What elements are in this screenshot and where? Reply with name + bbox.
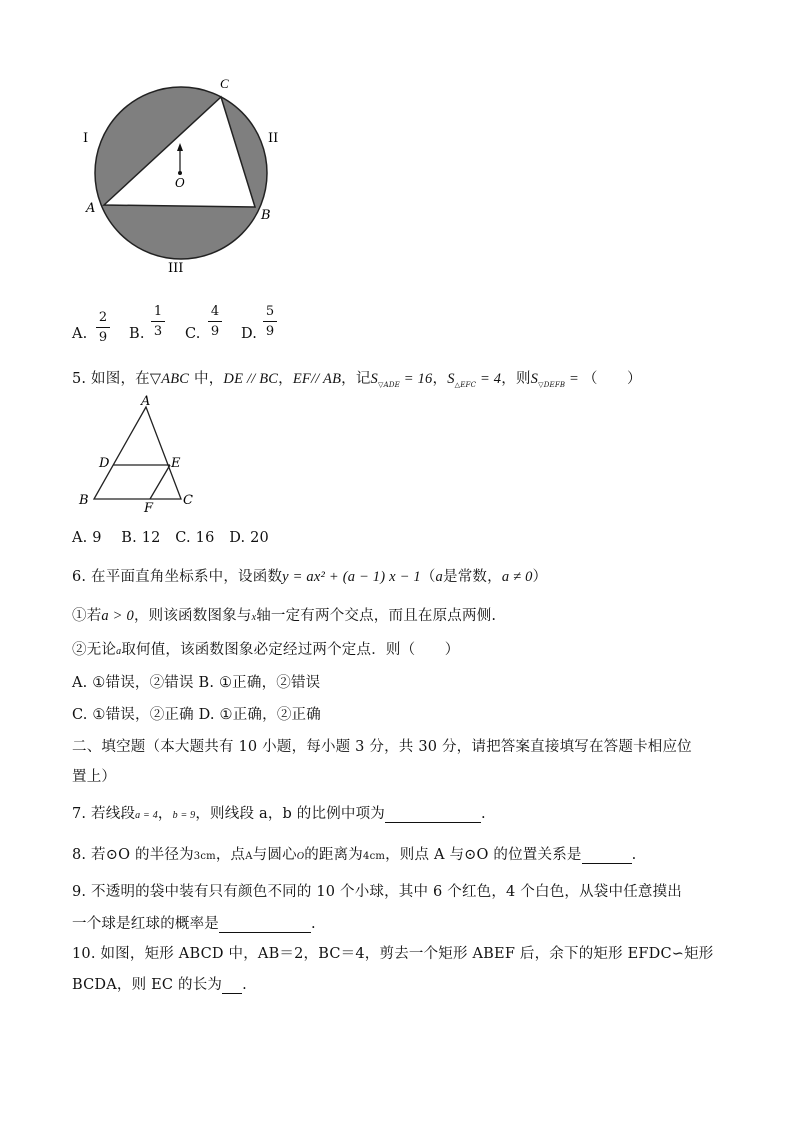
q10-text: BCDA，则 EC 的长为	[72, 977, 223, 993]
denominator: 9	[98, 330, 108, 345]
q7-period: .	[481, 806, 486, 822]
q10-period: .	[242, 977, 247, 993]
q4-option-b-fraction	[151, 304, 165, 339]
q4-option-b-letter: B.	[129, 326, 145, 342]
q4-option-c-letter: C.	[185, 326, 201, 342]
q5-triangle: ▽ABC	[149, 371, 190, 387]
question-9-line1: 9. 不透明的袋中装有只有颜色不同的 10 个小球，其中 6 个红色，4 个白色，从袋中任意摸出	[72, 884, 682, 900]
q5-text: 中，	[189, 371, 224, 387]
center-point	[178, 171, 182, 175]
label-C: C	[183, 493, 193, 508]
question-10-line1: 10. 如图，矩形 ABCD 中，AB＝2，BC＝4，剪去一个矩形 ABEF 后，余下的矩形 EFDC∽矩形	[72, 946, 714, 962]
q7-answer-blank[interactable]	[385, 808, 481, 823]
q5-de-parallel-bc: DE // BC	[223, 371, 279, 387]
question-7	[72, 802, 486, 823]
label-F: F	[144, 501, 154, 516]
q8-answer-blank[interactable]	[582, 849, 632, 864]
q7-value-b: b = 9	[172, 810, 196, 821]
q4-option-d-letter: D.	[241, 326, 258, 342]
q5-area3-value: =	[565, 371, 583, 387]
numerator: 4	[210, 304, 220, 319]
denominator: 9	[210, 324, 220, 339]
q6-condition: a ≠ 0	[501, 569, 533, 585]
q6-s1-text-2: ，则该函数图象与	[133, 608, 252, 624]
q5-area3-sub: ▽DEFB	[538, 380, 566, 389]
q6-text: 6. 在平面直角坐标系中，设函数	[72, 569, 283, 585]
label-D: D	[99, 456, 110, 471]
label-III: III	[168, 261, 184, 276]
q8-text-5: ，则点 A 与⊙O 的位置关系是	[385, 847, 582, 863]
q5-text-3: ，则	[501, 371, 531, 387]
q5-comma-2: ，	[432, 371, 448, 387]
q6-paren-close: ）	[532, 569, 548, 585]
q5-area2-value: = 4	[476, 371, 502, 387]
q5-answer-paren: （ ）	[582, 371, 642, 387]
section-2-heading-cont: 置上）	[72, 769, 117, 785]
question-6-stem	[72, 565, 547, 586]
q6-statement-1	[72, 604, 496, 625]
q5-options: A. 9 B. 12 C. 16 D. 20	[72, 530, 269, 546]
q5-area1-value: = 16	[399, 371, 433, 387]
label-II: II	[268, 131, 279, 146]
q6-s2-text-2: 取何值，该函数图象必定经过两个定点．则（ ）	[121, 642, 460, 658]
q4-option-c-fraction	[208, 304, 222, 339]
q6-s1-text: ①若	[72, 608, 102, 624]
label-B: B	[261, 208, 271, 223]
q6-s2-text: ②无论	[72, 642, 117, 658]
q5-comma: ，	[278, 371, 293, 387]
q6-var-a: a	[435, 569, 443, 585]
q4-option-d-fraction	[263, 304, 277, 339]
q7-value-a: a = 4	[135, 810, 158, 821]
question-10-line2	[72, 973, 247, 994]
q8-radius: 3cm	[193, 851, 216, 862]
numerator: 5	[265, 304, 275, 319]
label-E: E	[171, 456, 181, 471]
q5-area2-sub: △EFC	[454, 380, 477, 389]
q8-text: 8. 若⊙O 的半径为	[72, 847, 194, 863]
q10-answer-blank[interactable]	[222, 979, 242, 994]
q5-ef-parallel-ab: EF// AB	[292, 371, 342, 387]
question-9-line2	[72, 912, 316, 933]
q6-options-cd: C. ①错误，②正确 D. ①正确，②正确	[72, 707, 321, 723]
q6-s2-var: a	[116, 646, 122, 657]
q6-s1-text-3: 轴一定有两个交点，而且在原点两侧.	[256, 608, 497, 624]
q5-text-2: ，记	[341, 371, 371, 387]
q8-distance: 4cm	[363, 851, 386, 862]
label-C: C	[220, 76, 229, 91]
circle-triangle-figure	[70, 70, 300, 280]
q7-text: 7. 若线段	[72, 806, 136, 822]
section-2-heading: 二、填空题（本大题共有 10 小题，每小题 3 分，共 30 分，请把答案直接填写在答题卡相应位	[72, 739, 692, 755]
q5-area-symbol: S	[530, 371, 539, 387]
denominator: 3	[153, 324, 163, 339]
question-5	[72, 367, 642, 389]
q9-period: .	[311, 916, 316, 932]
q8-center-o: O	[296, 851, 305, 862]
q4-option-a-fraction	[96, 310, 110, 345]
q6-s1-condition: a > 0	[101, 608, 134, 624]
q5-prefix: 5. 如图，在	[72, 371, 150, 387]
q4-option-a-letter: A.	[72, 326, 88, 342]
q5-area-symbol: S	[370, 371, 378, 387]
q8-text-2: ，点	[215, 847, 246, 863]
label-A: A	[141, 394, 151, 409]
denominator: 9	[265, 324, 275, 339]
q8-text-4: 的距离为	[304, 847, 364, 863]
q6-options-ab: A. ①错误，②错误 B. ①正确，②错误	[72, 675, 321, 691]
q8-period: .	[631, 847, 637, 863]
q5-area-symbol: S	[447, 371, 455, 387]
label-A: A	[86, 201, 96, 216]
q9-answer-blank[interactable]	[219, 918, 311, 933]
label-I: I	[83, 131, 89, 146]
q9-text: 一个球是红球的概率是	[72, 916, 219, 932]
q8-point-a: A	[245, 851, 253, 862]
numerator: 1	[153, 304, 163, 319]
q5-area1-sub: ▽ADE	[377, 380, 400, 389]
segment-ef	[150, 465, 170, 499]
q6-statement-2	[72, 638, 459, 659]
q6-function: y = ax² + (a − 1) x − 1	[282, 569, 421, 585]
q6-text-2: 是常数，	[443, 569, 502, 585]
q7-text-2: ，则线段 a，b 的比例中项为	[195, 806, 386, 822]
q6-paren-open: （	[420, 569, 436, 585]
label-O: O	[175, 176, 185, 190]
numerator: 2	[98, 310, 108, 325]
label-B: B	[79, 493, 89, 508]
q6-s1-x: x	[251, 612, 257, 623]
triangle-outline	[94, 407, 181, 499]
q8-text-3: 与圆心	[252, 847, 297, 863]
question-8	[72, 843, 636, 864]
triangle-figure	[76, 392, 206, 516]
q7-comma: ，	[157, 806, 173, 822]
